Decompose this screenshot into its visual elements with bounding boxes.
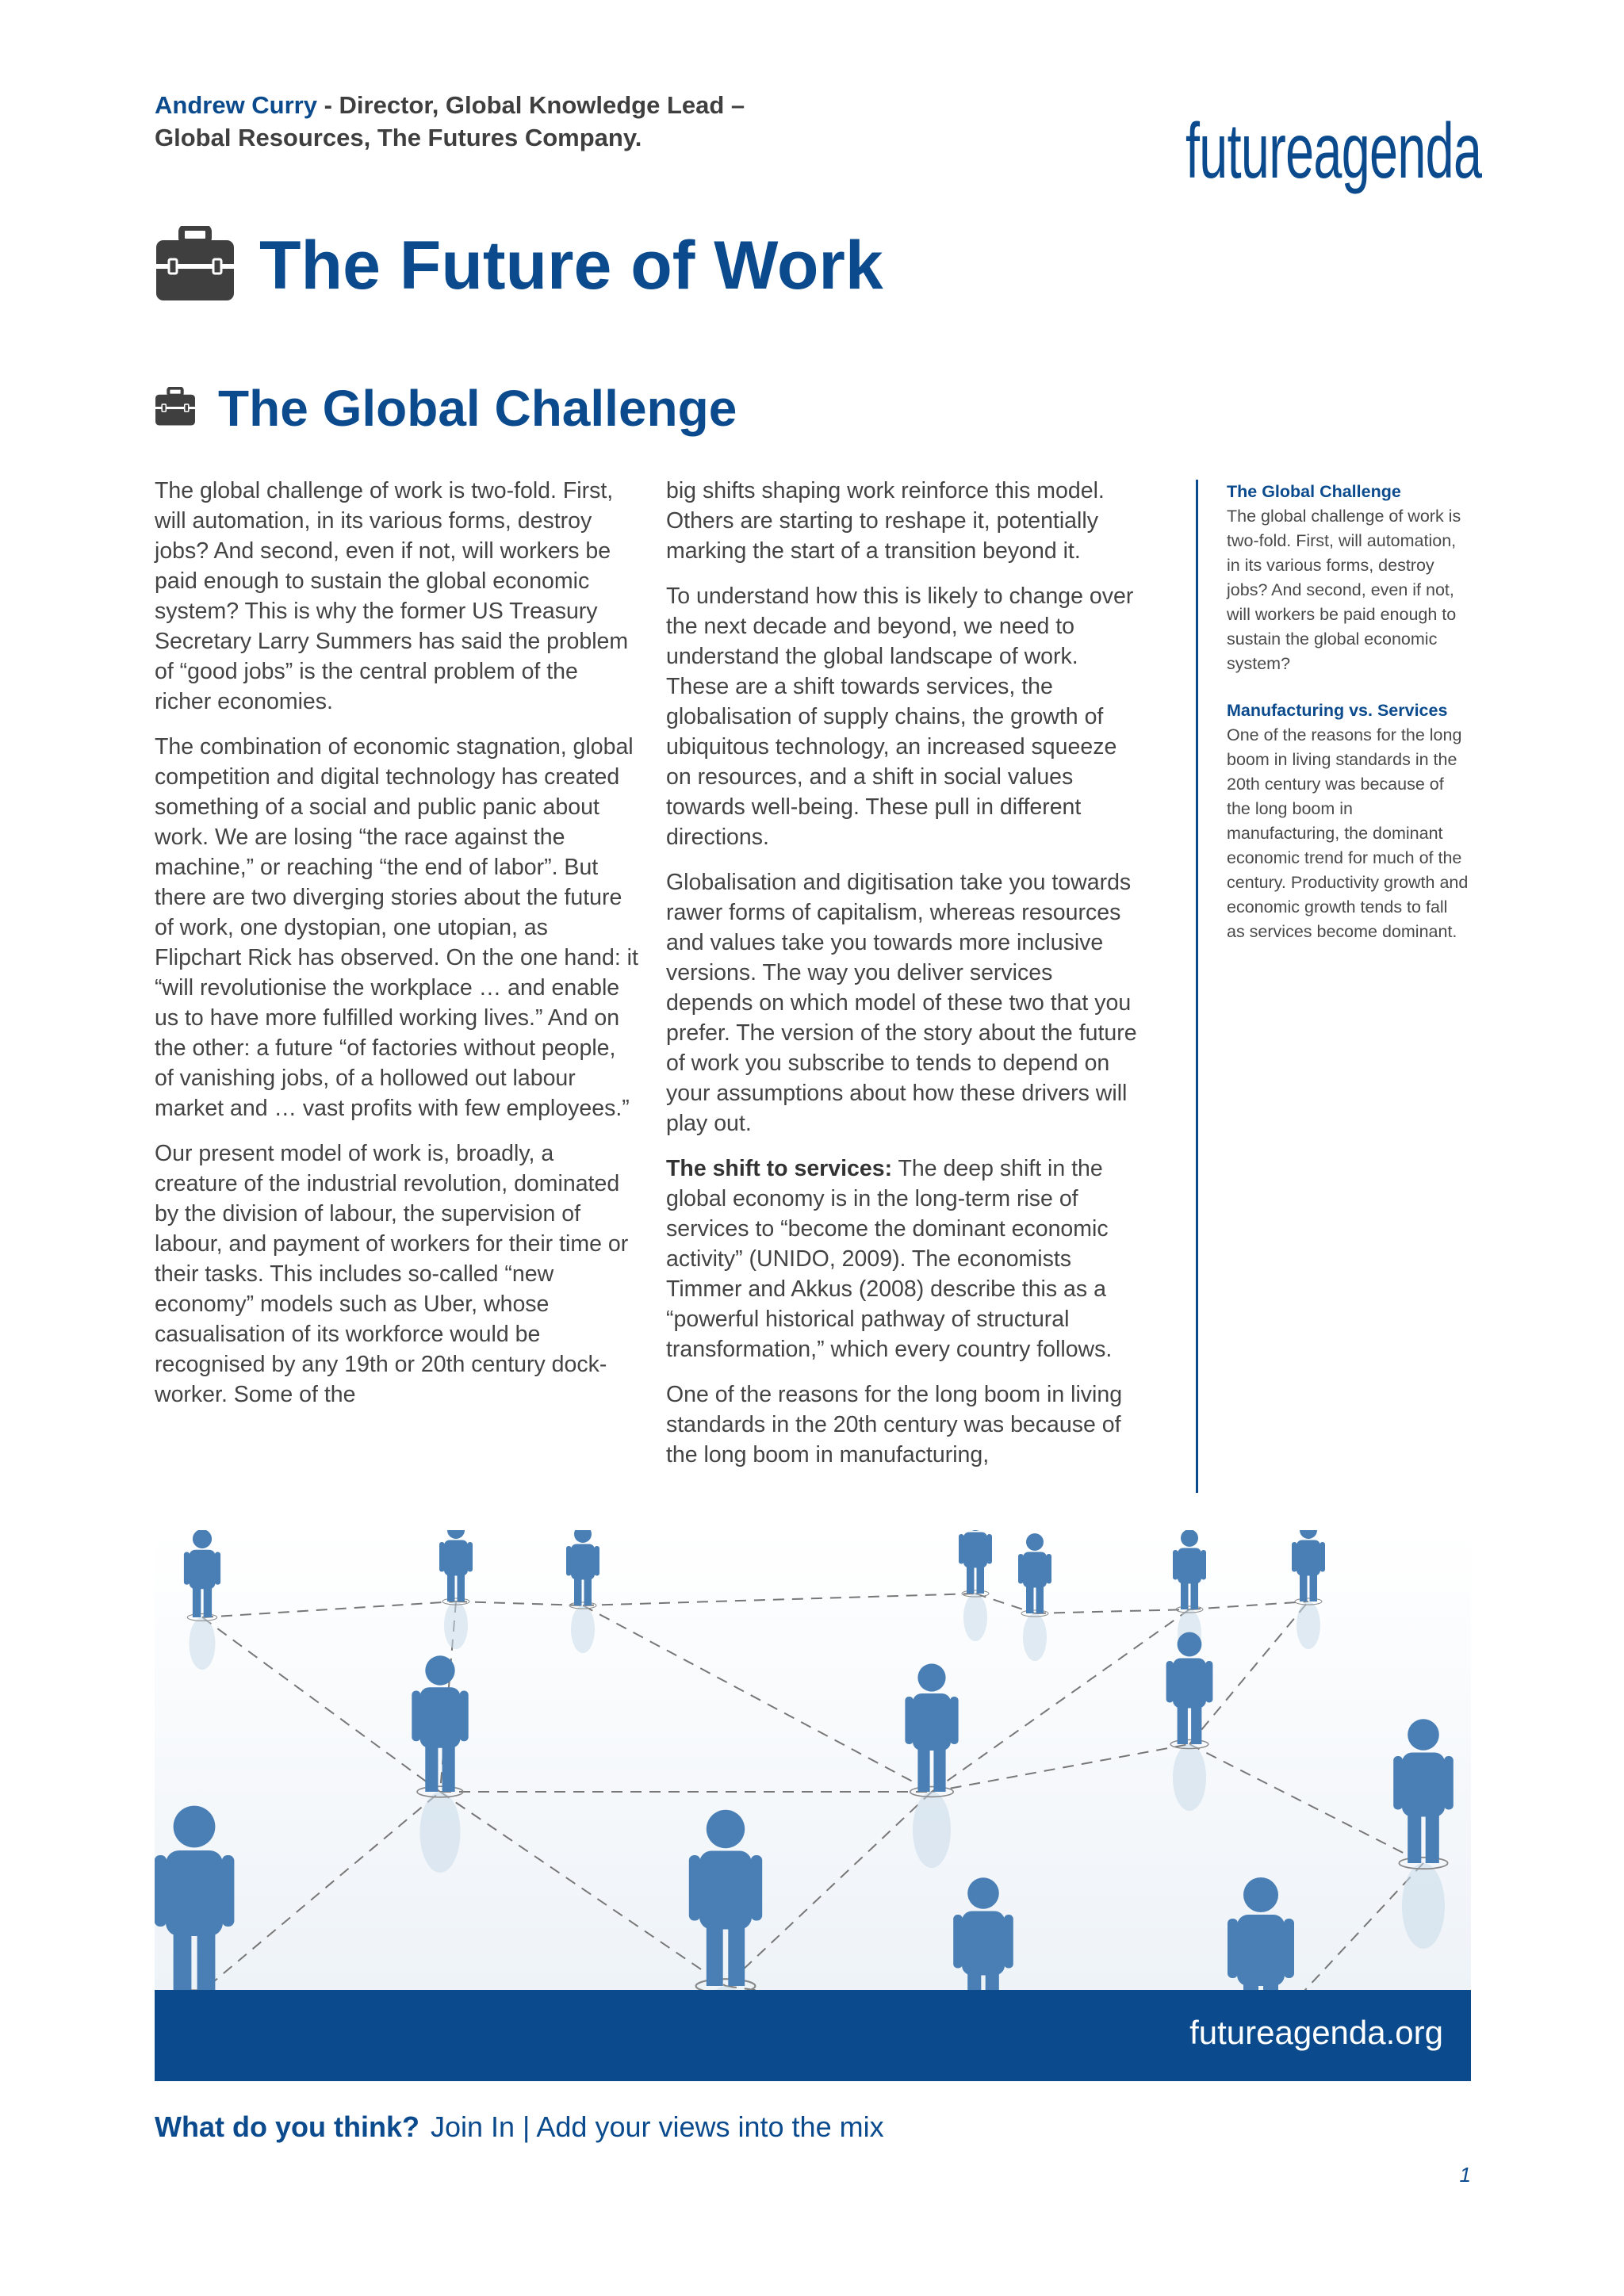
network-link xyxy=(1035,1609,1189,1613)
sidebar-text: The global challenge of work is two-fold. First, will automation, in its various forms, destroy jobs? And second, even if not, will workers be paid enough to sustain the global economic system? xyxy=(1227,507,1461,673)
paragraph: big shifts shaping work reinforce this model. Others are starting to reshape it, potentially marking the start of a transition beyond it. xyxy=(666,478,1105,564)
person-figure xyxy=(1166,1632,1213,1811)
network-link xyxy=(456,1601,583,1605)
page-title-row xyxy=(155,222,883,309)
paragraph: Our present model of work is, broadly, a creature of the industrial revolution, dominated by the division of labour, the supervision of labour, and payment of workers for their time or their tasks. This includes so-called “new economy” models such as Uber, whose casualisation of its workforce would be recognised by any 19th or 20th century dock-worker. Some of the xyxy=(155,1141,629,1407)
cta-join-link[interactable]: Join In | Add your views into the mix xyxy=(430,2110,884,2143)
network-link xyxy=(932,1744,1189,1792)
section-title: The Global Challenge xyxy=(218,380,737,437)
network-people-image xyxy=(155,1530,1471,1990)
sidebar-text: One of the reasons for the long boom in living standards in the 20th century was because of the long boom in manufacturing, the dominant economic trend for much of the century. Productivity growth and economic growth tends to fall as services become dominant. xyxy=(1227,725,1469,941)
network-link xyxy=(1189,1601,1308,1609)
body-column-1 xyxy=(155,476,638,1425)
sidebar-summary xyxy=(1196,480,1469,1493)
paragraph: The global challenge of work is two-fold. First, will automation, in its various forms, destroy jobs? And second, even if not, will workers be paid enough to sustain the global economic system? This is why the former US Treasury Secretary Larry Summers has said the problem of “good jobs” is the central problem of the richer economies. xyxy=(155,478,629,714)
network-link xyxy=(202,1617,440,1792)
paragraph-rest: The deep shift in the global economy is in the long-term rise of services to “become the dominant economic activity” (UNIDO, 2009). The economists Timmer and Akkus (2008) describe this as a “powerful historical pathway of structural transformation,” which every country follows. xyxy=(666,1156,1113,1362)
page-number: 1 xyxy=(1459,2163,1471,2187)
person-figure xyxy=(1292,1530,1325,1649)
page-title: The Future of Work xyxy=(259,227,883,304)
author-separator: - xyxy=(316,91,339,119)
paragraph: To understand how this is likely to change over the next decade and beyond, we need to understand the global landscape of work. These are a shift towards services, the globalisation of supply chains, the growth of ubiquitous technology, an increased squeeze on resources, and a shift in social values towards well-being. These pull in different directions. xyxy=(666,584,1134,850)
author-role-line2: Global Resources, The Futures Company. xyxy=(155,124,642,151)
footer-banner xyxy=(155,1990,1471,2081)
person-figure xyxy=(953,1877,1013,1990)
cta-question: What do you think? xyxy=(155,2110,419,2143)
network-link xyxy=(440,1792,726,1986)
briefcase-icon xyxy=(155,387,196,430)
network-illustration xyxy=(155,1530,1471,1990)
call-to-action xyxy=(155,2110,884,2144)
sidebar-heading: Manufacturing vs. Services xyxy=(1227,701,1448,720)
paragraph-lead: The shift to services: xyxy=(666,1156,893,1181)
paragraph xyxy=(666,1154,1142,1364)
person-figure xyxy=(1393,1719,1454,1949)
network-link xyxy=(1189,1744,1423,1863)
person-figure xyxy=(959,1530,992,1641)
paragraph: Globalisation and digitisation take you towards rawer forms of capitalism, whereas resources and values take you towards more inclusive versions. The way you deliver services depends on which model of these two that you prefer. The version of the story about the future of work you subscribe to tends to depend on your assumptions about how these drivers will play out. xyxy=(666,870,1137,1136)
person-figure xyxy=(184,1530,220,1670)
network-link xyxy=(583,1605,932,1792)
author-byline xyxy=(155,89,789,154)
paragraph: One of the reasons for the long boom in living standards in the 20th century was because of the long boom in manufacturing, xyxy=(666,1382,1123,1468)
person-figure xyxy=(155,1806,234,1990)
sidebar-heading: The Global Challenge xyxy=(1227,482,1401,501)
author-role-line1: Director, Global Knowledge Lead – xyxy=(339,91,745,119)
briefcase-icon xyxy=(155,226,236,306)
person-figure xyxy=(439,1530,473,1649)
person-figure xyxy=(1228,1877,1294,1990)
person-figure xyxy=(689,1810,762,1990)
author-name: Andrew Curry xyxy=(155,91,317,119)
person-figure xyxy=(905,1663,958,1868)
futureagenda-logo[interactable]: futureagenda xyxy=(1185,107,1482,194)
network-link xyxy=(202,1601,456,1617)
network-link xyxy=(583,1594,975,1605)
section-title-row xyxy=(155,373,737,444)
website-link[interactable]: futureagenda.org xyxy=(1189,2014,1443,2051)
paragraph: The combination of economic stagnation, global competition and digital technology has created something of a social and public panic about work. We are losing “the race against the machine,” or reaching “the end of labor”. But there are two diverging stories about the future of work, one dystopian, one utopian, as Flipchart Rick has observed. On the one hand: it “will revolutionise the workplace … and enable us to have more fulfilled working lives.” And on the other: a future “of factories without people, of vanishing jobs, of a hollowed out labour market and … vast profits with few employees.” xyxy=(155,734,638,1121)
person-figure xyxy=(412,1655,468,1873)
person-figure xyxy=(566,1530,599,1653)
body-column-2 xyxy=(666,476,1142,1485)
person-figure xyxy=(1018,1533,1051,1661)
